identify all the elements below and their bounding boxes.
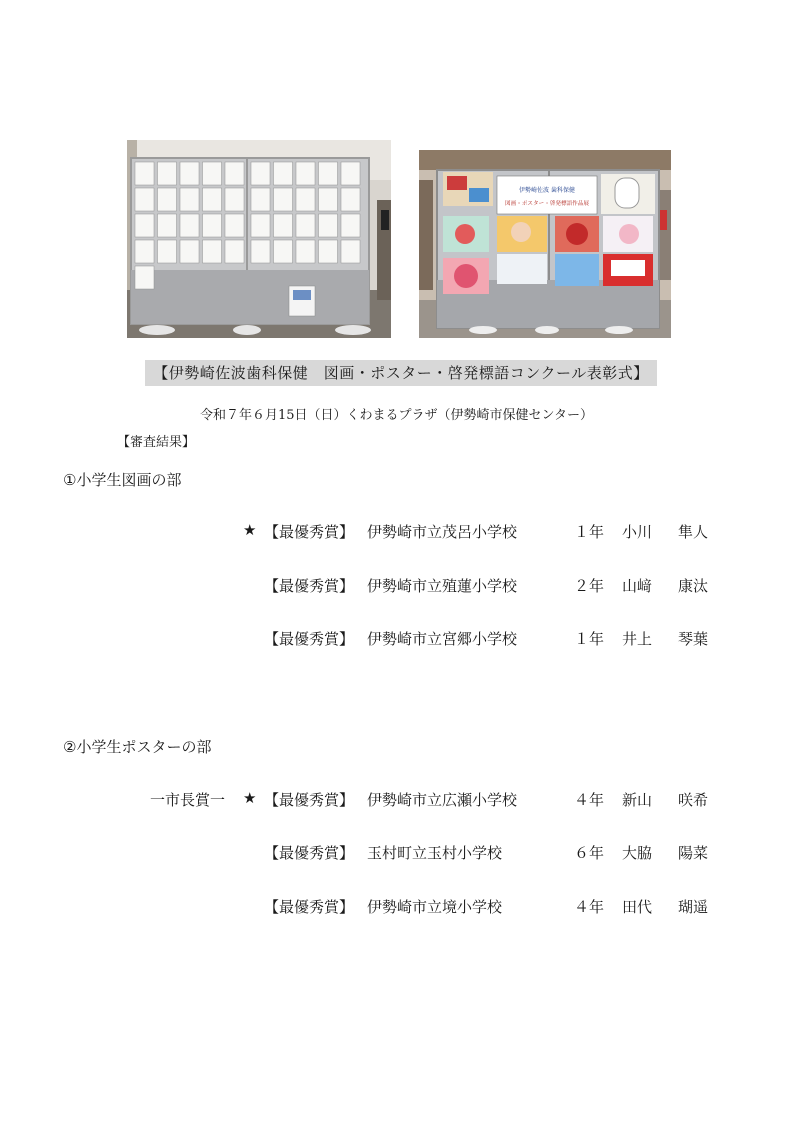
- slogan-paper: [341, 240, 360, 263]
- grade: １年: [574, 630, 605, 648]
- grade: ４年: [574, 898, 605, 916]
- slogan-paper: [296, 188, 315, 211]
- school-name: 伊勢崎市立殖蓮小学校: [367, 577, 518, 595]
- grade: ６年: [574, 844, 605, 862]
- school-name: 玉村町立玉村小学校: [367, 844, 503, 862]
- result-row: [0, 842, 793, 864]
- award-label: 【最優秀賞】: [264, 844, 355, 862]
- slogan-paper: [135, 162, 154, 185]
- slogan-paper: [251, 162, 270, 185]
- grade: ４年: [574, 791, 605, 809]
- slogan-paper: [180, 240, 199, 263]
- award-label: 【最優秀賞】: [264, 577, 355, 595]
- slogan-paper: [296, 162, 315, 185]
- poster-boards-illustration: [419, 150, 671, 338]
- banner-line-2: 図画・ポスター・啓発標語作品展: [505, 201, 589, 207]
- slogan-paper: [225, 240, 244, 263]
- slogan-paper: [319, 240, 338, 263]
- award-label: 【最優秀賞】: [264, 523, 355, 541]
- result-row: [0, 896, 793, 918]
- slogan-paper: [203, 214, 222, 237]
- given-name: 陽菜: [678, 844, 709, 862]
- exhibition-photo-slogans: [127, 140, 391, 338]
- slogan-paper: [319, 162, 338, 185]
- event-date-venue: 令和７年６月15日（日）くわまるプラザ（伊勢崎市保健センター）: [199, 408, 594, 423]
- slogan-paper: [319, 214, 338, 237]
- slogan-paper: [135, 188, 154, 211]
- slogan-paper: [135, 214, 154, 237]
- given-name: 康汰: [678, 577, 709, 595]
- slogan-paper: [158, 162, 177, 185]
- given-name: 隼人: [678, 523, 709, 541]
- slogan-paper: [158, 240, 177, 263]
- award-label: 【最優秀賞】: [264, 898, 355, 916]
- section-title-poster: ②小学生ポスターの部: [63, 738, 212, 756]
- slogan-paper: [180, 214, 199, 237]
- results-heading: 【審査結果】: [117, 435, 196, 450]
- slogan-paper: [274, 240, 293, 263]
- slogan-paper: [225, 188, 244, 211]
- slogan-paper: [225, 162, 244, 185]
- school-name: 伊勢崎市立茂呂小学校: [367, 523, 518, 541]
- grade: １年: [574, 523, 605, 541]
- school-name: 伊勢崎市立境小学校: [367, 898, 503, 916]
- result-row: [0, 789, 793, 811]
- star-mark: ★: [243, 521, 257, 539]
- slogan-paper: [341, 214, 360, 237]
- award-label: 【最優秀賞】: [264, 630, 355, 648]
- slogan-paper: [203, 162, 222, 185]
- result-row: [0, 575, 793, 597]
- slogan-paper: [180, 188, 199, 211]
- slogan-paper: [296, 240, 315, 263]
- surname: 井上: [622, 630, 653, 648]
- slogan-paper: [251, 188, 270, 211]
- mayor-prize-label: 一市長賞一: [150, 791, 226, 809]
- surname: 田代: [622, 898, 653, 916]
- slogan-paper: [135, 266, 154, 289]
- slogan-paper: [341, 162, 360, 185]
- surname: 新山: [622, 791, 653, 809]
- banner-line-1: 伊勢崎佐波 歯科保健: [519, 187, 575, 194]
- award-label: 【最優秀賞】: [264, 791, 355, 809]
- exhibition-photo-posters: [419, 150, 671, 338]
- result-row: [0, 628, 793, 650]
- slogan-paper: [274, 162, 293, 185]
- grade: ２年: [574, 577, 605, 595]
- slogan-paper: [158, 188, 177, 211]
- slogan-paper: [158, 214, 177, 237]
- given-name: 瑚遥: [678, 898, 709, 916]
- slogan-paper: [251, 240, 270, 263]
- slogan-paper: [180, 162, 199, 185]
- page-title: 【伊勢崎佐波歯科保健 図画・ポスター・啓発標語コンクール表彰式】: [145, 360, 657, 386]
- surname: 山﨑: [622, 577, 653, 595]
- slogan-paper: [225, 214, 244, 237]
- given-name: 咲希: [678, 791, 709, 809]
- surname: 大脇: [622, 844, 653, 862]
- slogan-paper: [274, 188, 293, 211]
- surname: 小川: [622, 523, 653, 541]
- slogan-paper: [341, 188, 360, 211]
- slogan-paper: [251, 214, 270, 237]
- slogan-boards-illustration: [127, 140, 391, 338]
- slogan-paper: [296, 214, 315, 237]
- given-name: 琴葉: [678, 630, 709, 648]
- slogan-paper: [274, 214, 293, 237]
- star-mark: ★: [243, 789, 257, 807]
- school-name: 伊勢崎市立広瀬小学校: [367, 791, 518, 809]
- result-row: [0, 521, 793, 543]
- school-name: 伊勢崎市立宮郷小学校: [367, 630, 518, 648]
- slogan-paper: [203, 188, 222, 211]
- section-title-drawing: ①小学生図画の部: [63, 471, 182, 489]
- slogan-paper: [319, 188, 338, 211]
- slogan-paper: [203, 240, 222, 263]
- slogan-paper: [135, 240, 154, 263]
